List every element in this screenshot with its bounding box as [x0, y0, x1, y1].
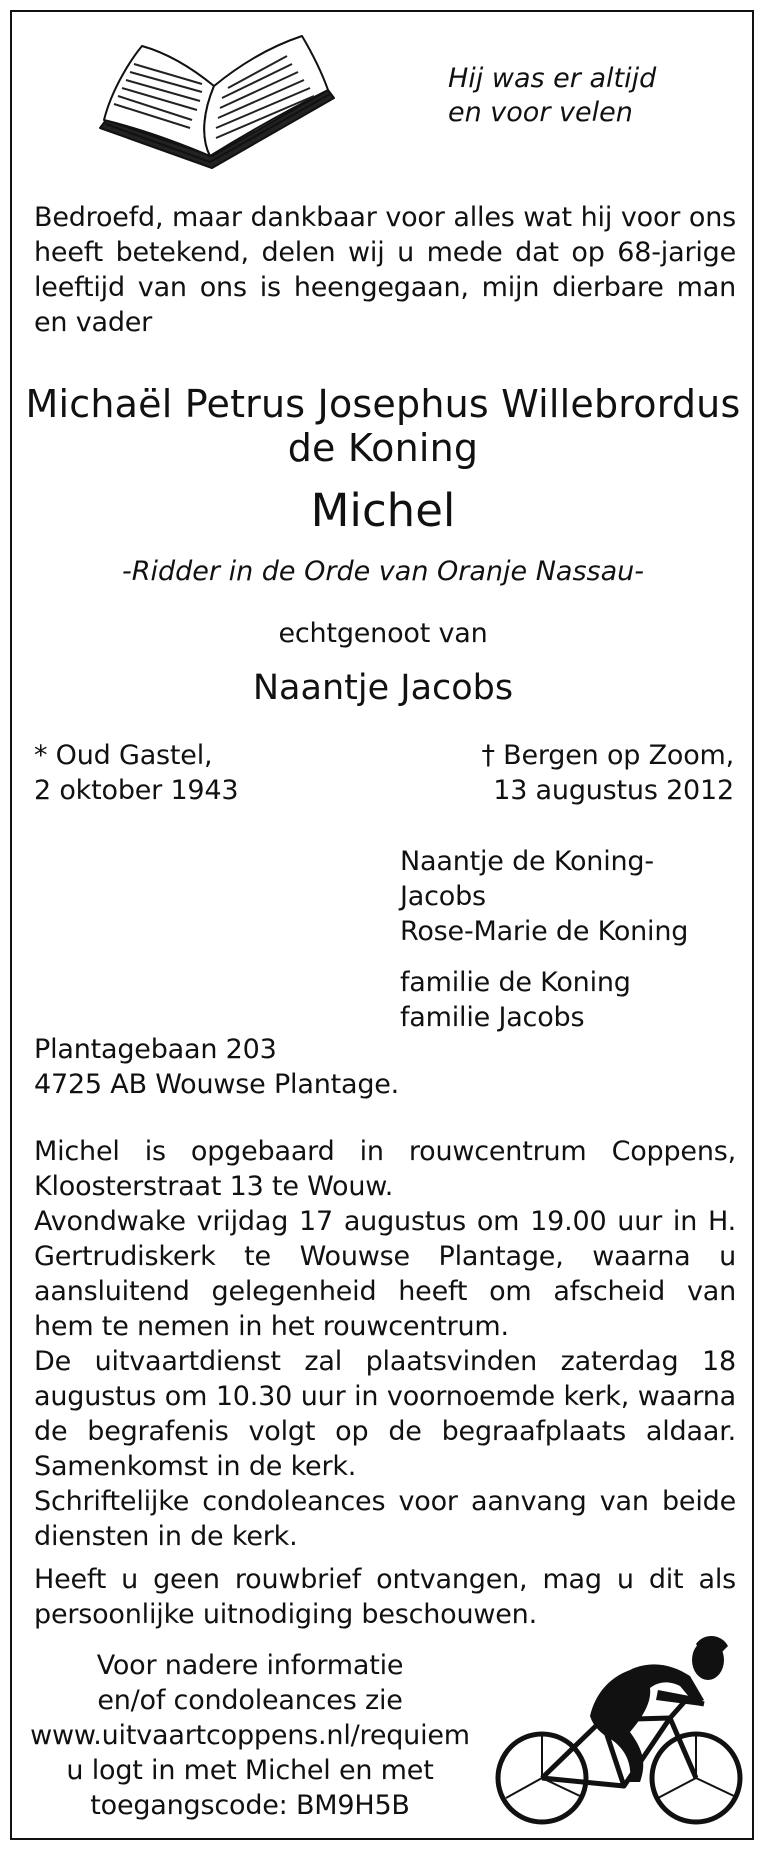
fullname-line-2: de Koning — [287, 426, 479, 470]
relative-2: Rose-Marie de Koning — [400, 916, 689, 947]
info-line-4: u logt in met Michel en met — [66, 1755, 434, 1786]
deceased-fullname — [20, 382, 746, 470]
fullname-line-1: Michaël Petrus Josephus Willebrordus — [25, 382, 741, 426]
arrangements — [34, 1134, 736, 1554]
address-street: Plantagebaan 203 — [34, 1034, 277, 1065]
info-line-1: Voor nadere informatie — [96, 1650, 404, 1681]
address — [34, 1032, 534, 1102]
deceased-callname: Michel — [310, 484, 456, 537]
info-website: www.uitvaartcoppens.nl/requiem — [30, 1720, 470, 1751]
arrangement-paragraph-4: Schriftelijke condoleances voor aanvang van beide diensten in de kerk. — [34, 1486, 736, 1552]
death-place: † Bergen op Zoom, — [481, 740, 734, 771]
spouse-name: Naantje Jacobs — [252, 668, 514, 708]
honor-title: -Ridder in de Orde van Oranje Nassau- — [122, 556, 644, 587]
info-access-code: toegangscode: BM9H5B — [90, 1790, 410, 1821]
arrangement-paragraph-2: Avondwake vrijdag 17 augustus om 19.00 uur in H. Gertrudiskerk te Wouwse Plantage, waarna u aansluitend gelegenheid heeft om afscheid van hem te nemen in het rouwcentrum. — [34, 1206, 736, 1342]
invitation-notice: Heeft u geen rouwbrief ontvangen, mag u dit als persoonlijke uitnodiging beschouwen. — [34, 1564, 736, 1630]
birth-place: * Oud Gastel, — [34, 740, 213, 771]
birth-date: 2 oktober 1943 — [34, 775, 239, 806]
info-line-2: en/of condoleances zie — [97, 1685, 403, 1716]
spouse-label: echtgenoot van — [278, 618, 488, 649]
arrangement-paragraph-3: De uitvaartdienst zal plaatsvinden zaterdag 18 augustus om 10.30 uur in voornoemde kerk, waarna de begrafenis volgt op de begraafplaats aldaar. Samenkomst in de kerk. — [34, 1346, 736, 1482]
relative-3: familie de Koning — [400, 967, 631, 998]
relative-4: familie Jacobs — [400, 1002, 585, 1033]
cyclist-icon — [490, 1600, 748, 1830]
intro-paragraph: Bedroefd, maar dankbaar voor alles wat hij voor ons heeft betekend, delen wij u mede dat op 68-jarige leeftijd van ons is heengegaan, mijn dierbare man en vader — [34, 202, 736, 338]
motto-line-2: en voor velen — [448, 97, 633, 128]
relatives — [400, 844, 740, 1035]
death-info — [380, 738, 734, 808]
info-block — [30, 1648, 470, 1823]
motto-line-1: Hij was er altijd — [448, 63, 657, 94]
birth-info — [34, 738, 374, 808]
arrangement-paragraph-1: Michel is opgebaard in rouwcentrum Coppens, Kloosterstraat 13 te Wouw. — [34, 1136, 736, 1202]
death-date: 13 augustus 2012 — [493, 775, 734, 806]
relative-1: Naantje de Koning-Jacobs — [400, 846, 654, 912]
open-book-icon — [92, 28, 342, 178]
motto — [448, 62, 738, 130]
address-city: 4725 AB Wouwse Plantage. — [34, 1069, 400, 1100]
